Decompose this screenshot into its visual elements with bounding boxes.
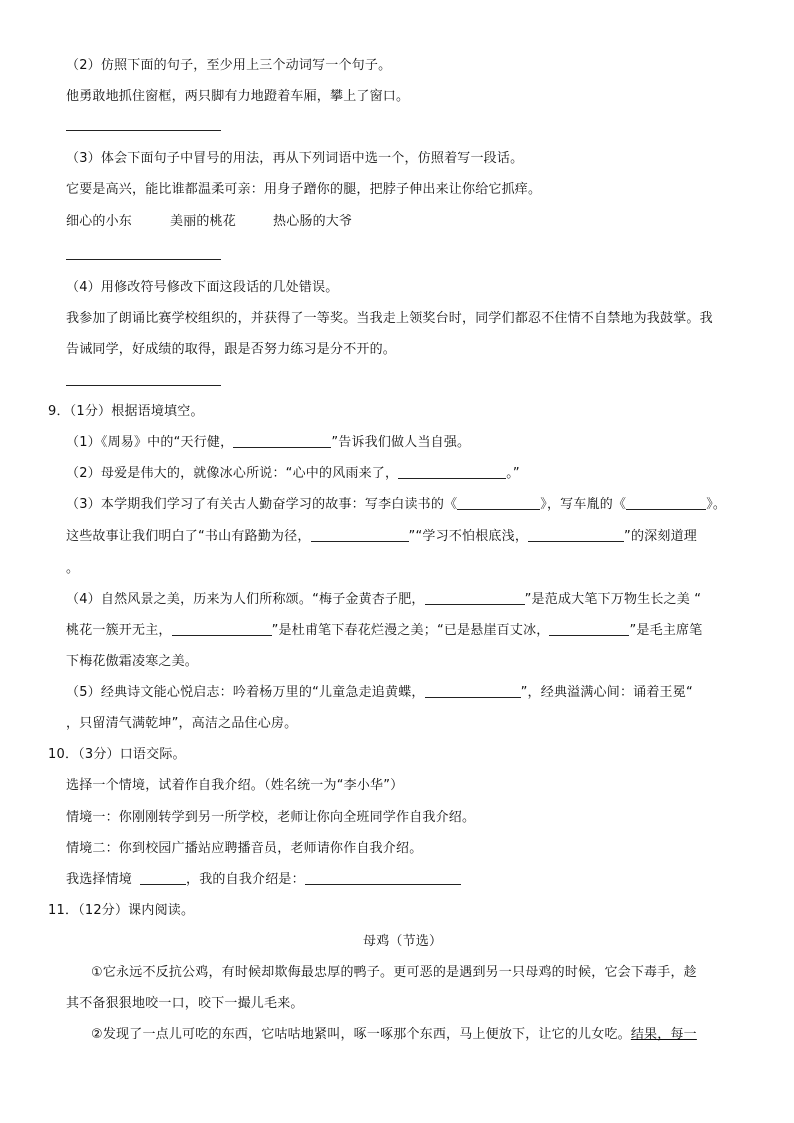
q8-part4-prompt: （4）用修改符号修改下面这段话的几处错误。	[66, 280, 339, 295]
q9-s3-blank-4[interactable]	[528, 528, 624, 542]
q10-choose-line	[66, 871, 461, 889]
q9-s3-text-f: ”的深刻道理	[624, 529, 697, 544]
q11-para1-line1: ①它永远不反抗公鸡，有时候却欺侮最忠厚的鸭子。更可恶的是遇到另一只母鸡的时候，它会下毒手，趁	[91, 965, 697, 980]
q10-heading: 10．（3分）口语交际。	[48, 747, 186, 762]
q9-s3-blank-1[interactable]	[457, 496, 540, 510]
q8-part4-text-line2: 告诫同学，好成绩的取得，跟是否努力练习是分不开的。	[66, 342, 397, 357]
q11-passage-title: 母鸡（节选）	[363, 934, 443, 949]
q8-part4-answer-line[interactable]	[66, 385, 221, 386]
q10-scene-1: 情境一：你刚刚转学到另一所学校，老师让你向全班同学作自我介绍。	[66, 810, 476, 825]
q9-s4-text-b: ”是范成大笔下万物生长之美 “	[524, 592, 702, 607]
q9-s4-text-a: （4）自然风景之美，历来为人们所称颂。“梅子金黄杏子肥，	[66, 592, 425, 607]
q11-para2-underlined: 结果，每一	[630, 1027, 697, 1042]
q9-s1-blank[interactable]	[233, 434, 331, 448]
q10-intro: 选择一个情境，试着作自我介绍。（姓名统一为“李小华”）	[66, 778, 404, 793]
q9-s5-blank[interactable]	[425, 684, 521, 698]
q9-sentence-4-line1	[66, 591, 701, 609]
q9-sentence-4-line2	[66, 622, 702, 640]
q8-part2-example: 他勇敢地抓住窗框，两只脚有力地蹬着车厢，攀上了窗口。	[66, 89, 410, 104]
q9-sentence-4-line3: 下梅花傲霜凌寒之美。	[66, 654, 199, 669]
q8-part3-option-3: 热心肠的大爷	[273, 214, 353, 229]
q9-heading: 9．（1分）根据语境填空。	[48, 404, 204, 419]
q10-choose-text-a: 我选择情境	[66, 872, 133, 887]
q9-s4-blank-1[interactable]	[425, 591, 525, 605]
q9-sentence-2	[66, 465, 520, 483]
q8-part3-option-1: 细心的小东	[66, 214, 133, 229]
q11-para2-line1	[91, 1026, 697, 1044]
q11-heading: 11．（12分）课内阅读。	[48, 903, 195, 918]
q9-s5-text-b: ”，经典溢满心间：诵着王冕“	[520, 685, 693, 700]
q8-part3-example: 它要是高兴，能比谁都温柔可亲：用身子蹭你的腿，把脖子伸出来让你给它抓痒。	[66, 182, 542, 197]
q9-sentence-3-line2	[66, 528, 697, 546]
q9-sentence-3-line3: 。	[66, 561, 80, 576]
q10-scene-blank[interactable]	[140, 871, 186, 885]
q8-part3-answer-line[interactable]	[66, 259, 221, 260]
q10-choose-text-b: ，我的自我介绍是：	[186, 872, 305, 887]
q9-s4-blank-2[interactable]	[172, 622, 272, 636]
q10-intro-blank[interactable]	[305, 871, 461, 885]
q9-sentence-5-line1	[66, 684, 693, 702]
q9-s2-blank[interactable]	[398, 465, 506, 479]
q11-para2-text: ②发现了一点儿可吃的东西，它咕咕地紧叫，啄一啄那个东西，马上便放下，让它的儿女吃。	[91, 1027, 631, 1042]
q9-s4-blank-3[interactable]	[549, 622, 629, 636]
q9-s4-text-c: 桃花一簇开无主，	[66, 623, 172, 638]
q11-para1-line2: 其不备狠狠地咬一口，咬下一撮儿毛来。	[66, 996, 304, 1011]
q9-s3-text-b: 》，写车胤的《	[540, 497, 627, 512]
q9-s4-text-d: ”是杜甫笔下春花烂漫之美；“已是悬崖百丈冰，	[271, 623, 550, 638]
q8-part2-prompt: （2）仿照下面的句子，至少用上三个动词写一个句子。	[66, 58, 392, 73]
q9-s3-text-c: 》。	[706, 497, 727, 512]
q9-sentence-3-line1	[66, 496, 726, 514]
q9-sentence-1	[66, 434, 470, 452]
q9-s1-text-b: ”告诉我们做人当自强。	[331, 435, 471, 450]
q9-s5-text-a: （5）经典诗文能心悦启志：吟着杨万里的“儿童急走追黄蝶，	[66, 685, 425, 700]
q9-s1-text-a: （1）《周易》中的“天行健，	[66, 435, 234, 450]
q10-scene-2: 情境二：你到校园广播站应聘播音员，老师请你作自我介绍。	[66, 841, 423, 856]
q9-s4-text-e: ”是毛主席笔	[629, 623, 703, 638]
q9-sentence-5-line2: ，只留清气满乾坤”，高洁之品住心房。	[66, 716, 298, 731]
q9-s3-text-d: 这些故事让我们明白了“书山有路勤为径，	[66, 529, 311, 544]
q9-s3-text-a: （3）本学期我们学习了有关古人勤奋学习的故事：写李白读书的《	[66, 497, 458, 512]
q9-s2-text-a: （2）母爱是伟大的，就像冰心所说：“心中的风雨来了，	[66, 466, 399, 481]
q9-s3-blank-3[interactable]	[311, 528, 409, 542]
q8-part3-prompt: （3）体会下面句子中冒号的用法，再从下列词语中选一个，仿照着写一段话。	[66, 151, 524, 166]
q9-s2-text-b: 。”	[506, 466, 520, 481]
q8-part4-text-line1: 我参加了朗诵比赛学校组织的，并获得了一等奖。当我走上领奖台时，同学们都忍不住情不自禁地为我鼓掌。我	[66, 311, 713, 326]
q8-part3-option-2: 美丽的桃花	[170, 214, 237, 229]
q8-part2-answer-line[interactable]	[66, 130, 221, 131]
q9-s3-text-e: ”“学习不怕根底浅，	[408, 529, 529, 544]
q9-s3-blank-2[interactable]	[626, 496, 706, 510]
